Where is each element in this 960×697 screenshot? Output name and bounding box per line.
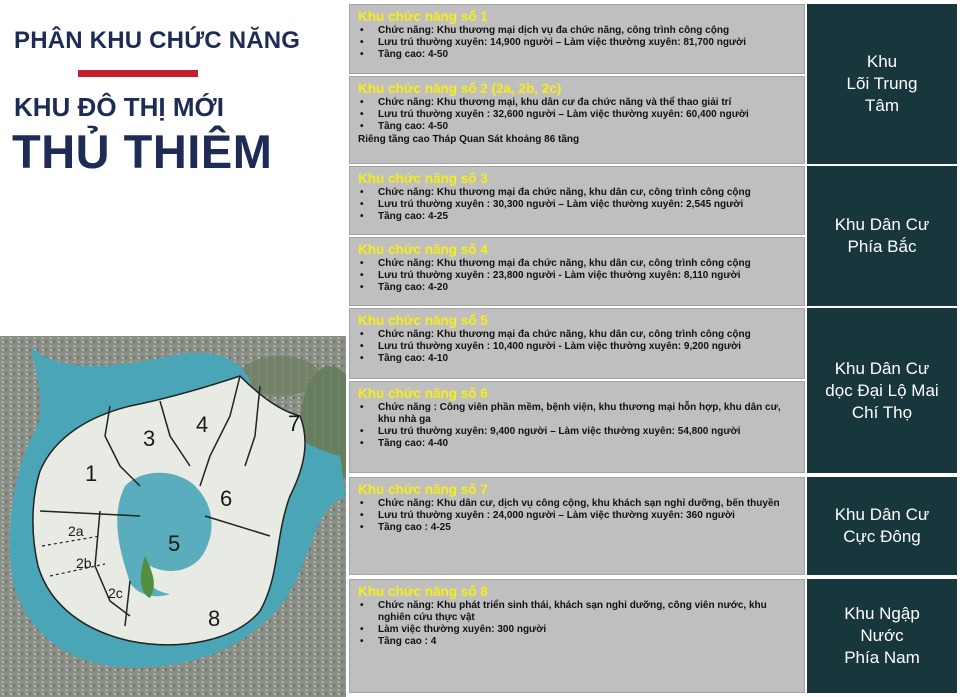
zone-label: 2a xyxy=(68,523,84,539)
zone-panel-1 xyxy=(349,4,805,74)
zone-group-label: Khu Ngập Nước Phía Nam xyxy=(844,604,920,667)
panel-bullet: • Tầng cao : 4-25 xyxy=(358,522,796,534)
zoning-map xyxy=(0,336,346,697)
panel-bullet: • Chức năng: Khu dân cư, dịch vụ công cộng, khu khách sạn nghỉ dưỡng, bến thuyền xyxy=(358,498,796,510)
panel-bullet: • Lưu trú thường xuyên : 10,400 người - Làm việc thường xuyên: 9,200 người xyxy=(358,341,796,353)
panel-bullet: • Chức năng: Khu thương mại dịch vụ đa chức năng, công trình công cộng xyxy=(358,25,796,37)
zone-panel-5 xyxy=(349,308,805,379)
panel-title: Khu chức năng số 5 xyxy=(358,313,488,328)
panel-bullet: • Lưu trú thường xuyên : 32,600 người – Làm việc thường xuyên: 60,400 người xyxy=(358,109,796,121)
zone-panel-6 xyxy=(349,381,805,473)
panel-bullet: • Tầng cao: 4-25 xyxy=(358,211,796,223)
zone-groups-column xyxy=(807,0,960,697)
panel-bullet: • Lưu trú thường xuyên : 24,000 người – Làm việc thường xuyên: 360 người xyxy=(358,510,796,522)
subtitle: KHU ĐÔ THỊ MỚI xyxy=(14,92,224,122)
zone-group-label: Khu Dân Cư Cực Đông xyxy=(834,505,930,546)
panel-bullet: • Chức năng: Khu phát triển sinh thái, khách sạn nghỉ dưỡng, công viên nước, khu nghiên cứu thực vật xyxy=(358,600,796,624)
panel-title: Khu chức năng số 1 xyxy=(358,9,488,24)
panel-bullet: • Làm việc thường xuyên: 300 người xyxy=(358,624,796,636)
panel-bullet: • Chức năng: Khu thương mại, khu dân cư đa chức năng và thể thao giải trí xyxy=(358,97,796,109)
zone-label: 5 xyxy=(168,531,181,556)
zone-label: 8 xyxy=(208,606,221,631)
zone-group-north-residential xyxy=(807,166,957,306)
zone-label: 7 xyxy=(288,411,301,436)
panel-title: Khu chức năng số 4 xyxy=(358,242,488,257)
zone-panel-4 xyxy=(349,237,805,306)
zone-label: 6 xyxy=(220,486,233,511)
panel-bullet: • Lưu trú thường xuyên : 23,800 người - Làm việc thường xuyên: 8,110 người xyxy=(358,270,796,282)
panel-bullet: • Chức năng: Khu thương mại đa chức năng, khu dân cư, công trình công cộng xyxy=(358,329,796,341)
panel-title: Khu chức năng số 7 xyxy=(358,482,488,497)
zone-group-mai-chi-tho-residential xyxy=(807,308,957,473)
zone-label: 2c xyxy=(108,585,123,601)
zone-group-label: Khu Lõi Trung Tâm xyxy=(846,52,918,115)
zone-label: 4 xyxy=(196,412,209,437)
panel-bullet: • Chức năng: Khu thương mại đa chức năng, khu dân cư, công trình công cộng xyxy=(358,187,796,199)
panel-note: Riêng tầng cao Tháp Quan Sát khoảng 86 tầng xyxy=(358,134,580,145)
zone-label: 3 xyxy=(143,426,156,451)
panel-title: Khu chức năng số 2 (2a, 2b, 2c) xyxy=(358,81,562,96)
title-block xyxy=(0,0,346,335)
panel-bullet: • Tầng cao: 4-40 xyxy=(358,438,796,450)
section-title: PHÂN KHU CHỨC NĂNG xyxy=(14,27,301,54)
zone-panel-7 xyxy=(349,477,805,575)
zone-panel-8 xyxy=(349,579,805,693)
panel-bullet: • Tầng cao: 4-50 xyxy=(358,49,796,61)
zone-group-label: Khu Dân Cư dọc Đại Lộ Mai Chí Thọ xyxy=(825,358,939,422)
panel-bullet: • Chức năng: Khu thương mại đa chức năng, khu dân cư, công trình công cộng xyxy=(358,258,796,270)
zone-label: 1 xyxy=(85,461,98,486)
zone-group-central-core xyxy=(807,4,957,164)
zone-label: 2b xyxy=(76,555,92,571)
panel-bullet: • Chức năng : Công viên phần mềm, bệnh viện, khu thương mại hỗn hợp, khu dân cư, khu nhà ga xyxy=(358,402,796,426)
panel-bullet: • Tầng cao: 4-20 xyxy=(358,282,796,294)
zone-panel-2 xyxy=(349,76,805,164)
panel-bullet: • Tầng cao: 4-10 xyxy=(358,353,796,365)
panel-title: Khu chức năng số 6 xyxy=(358,386,488,401)
title-divider xyxy=(78,70,198,77)
map-graphic xyxy=(0,336,346,697)
zone-group-far-east-residential xyxy=(807,477,957,575)
zone-details-column xyxy=(346,0,807,697)
panel-title: Khu chức năng số 3 xyxy=(358,171,488,186)
panel-bullet: • Lưu trú thường xuyên: 9,400 người – Làm việc thường xuyên: 54,800 người xyxy=(358,426,796,438)
panel-bullet: • Tầng cao: 4-50 xyxy=(358,121,796,133)
panel-title: Khu chức năng số 8 xyxy=(358,584,488,599)
zone-group-south-wetland xyxy=(807,579,957,693)
zone-panel-3 xyxy=(349,166,805,235)
panel-bullet: • Lưu trú thường xuyên: 14,900 người – Làm việc thường xuyên: 81,700 người xyxy=(358,37,796,49)
panel-bullet: • Lưu trú thường xuyên : 30,300 người – Làm việc thường xuyên: 2,545 người xyxy=(358,199,796,211)
main-title: THỦ THIÊM xyxy=(12,125,273,178)
panel-bullet: • Tầng cao : 4 xyxy=(358,636,796,648)
zone-group-label: Khu Dân Cư Phía Bắc xyxy=(834,215,930,256)
